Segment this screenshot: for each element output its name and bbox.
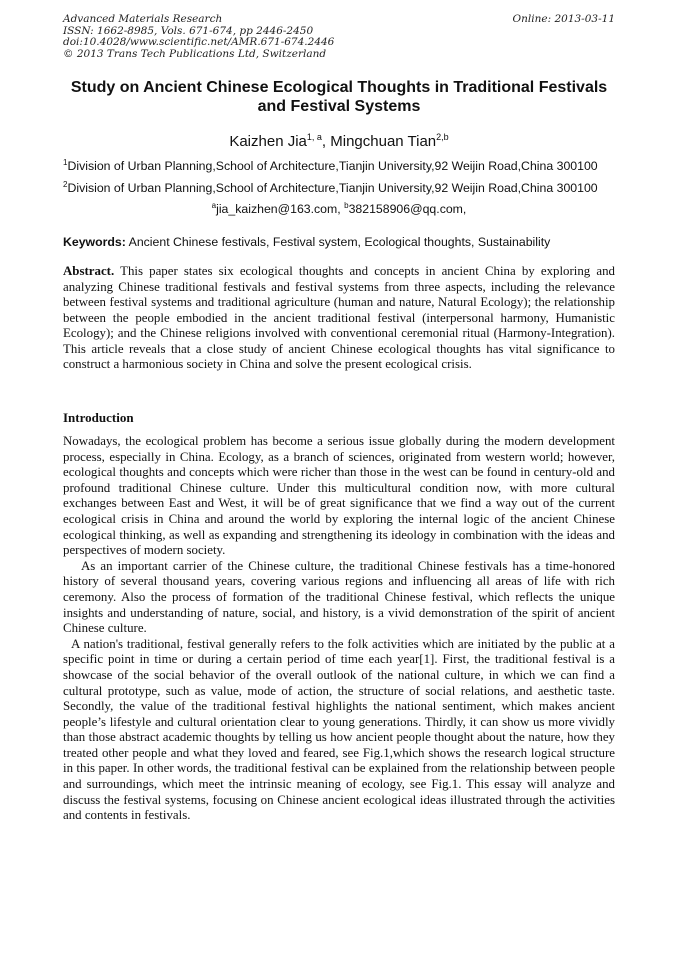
issn-line: ISSN: 1662-8985, Vols. 671-674, pp 2446-2450 bbox=[63, 24, 314, 37]
abstract-section bbox=[63, 264, 615, 373]
affiliation-marker: 1 bbox=[63, 158, 68, 167]
paragraph: As an important carrier of the Chinese culture, the traditional Chinese festivals has a time-honored history of several thousand years, covering various regions and influencing all areas of life with rich ceremony. Also the process of formation of the traditional Chinese festival, which reflects the unique insights and understanding of nature, social, and history, is a vivid demonstration of the spirit of ancient Chinese culture. bbox=[63, 558, 615, 636]
email-b[interactable]: 382158906@qq.com, bbox=[348, 202, 467, 217]
email-a[interactable]: jia_kaizhen@163.com, bbox=[216, 202, 345, 217]
author-superscript: 1, a bbox=[306, 132, 322, 142]
affiliation-text: Division of Urban Planning,School of Architecture,Tianjin University,92 Weijin Road,China 300100 bbox=[67, 181, 598, 196]
abstract-text: This paper states six ecological thoughts and concepts in ancient China by exploring and analyzing Chinese traditional festivals and festival systems from three aspects, including the relevance between festival systems and traditional agriculture (human and nature, Natural Ecology); the relationship between the people embodied in the ancient traditional festival (interpersonal harmony, Humanistic Ecology); and the Chinese religions involved with conventional ceremonial ritual (Harmony-Integration). This article reveals that a close study of ancient Chinese ecological thoughts has vital significance to construct a harmonious society in China and solve the present ecological crisis. bbox=[63, 264, 615, 371]
author-line bbox=[63, 128, 615, 151]
journal-name: Advanced Materials Research bbox=[63, 13, 223, 25]
journal-header bbox=[63, 14, 615, 60]
affiliation-1 bbox=[63, 156, 615, 173]
email-marker: a bbox=[211, 201, 217, 210]
affiliation-2 bbox=[63, 178, 615, 195]
author-separator: , bbox=[321, 133, 331, 150]
keywords-label: Keywords: bbox=[63, 235, 126, 249]
affiliation-marker: 2 bbox=[63, 180, 68, 189]
author-name: Kaizhen Jia bbox=[229, 133, 307, 150]
paragraph: Nowadays, the ecological problem has become a serious issue globally during the modern development process, especially in China. Ecology, as a branch of sciences, originated from western world; however, ecological thoughts and concepts which were richer than those in the west can be found in century-old and profound traditional Chinese culture. Under this multicultural condition now, with more cultural exchanges between East and West, it will be of great significance that we find a way out of the current ecological crisis in China and around the world by exploring the internal logic of the ancient Chinese ecological thinking, as well as expanding and strengthening its ideology in combination with the ideas and perspectives of modern society. bbox=[63, 434, 615, 558]
email-line bbox=[63, 199, 615, 216]
online-date: Online: 2013-03-11 bbox=[512, 13, 615, 25]
keywords-text: Ancient Chinese festivals, Festival system, Ecological thoughts, Sustainability bbox=[125, 235, 551, 249]
author-superscript: 2,b bbox=[436, 132, 449, 142]
affiliation-text: Division of Urban Planning,School of Architecture,Tianjin University,92 Weijin Road,China 300100 bbox=[67, 159, 598, 174]
section-heading: Introduction bbox=[63, 410, 134, 425]
abstract-label: Abstract. bbox=[63, 264, 115, 278]
keywords-section bbox=[63, 235, 615, 249]
paragraph: A nation's traditional, festival generally refers to the folk activities which are initiated by the public at a specific point in time or during a certain period of time each year[1]. First, the traditional festival is a showcase of the social behavior of the overall outlook of the national culture, in which we can find a cultural prototype, such as value, mode of action, the structure of social relations, and aesthetic taste. Secondly, the value of the traditional festival highlights the national sentiment, which makes ancient people’s lifestyle and cultural orientation clear to young generations. Thirdly, it can show us more vividly than those abstract academic thoughts by telling us how ancient people thought about the nature, how they treated other people and what they loved and feared, see Fig.1,which shows the research logical structure in this paper. In other words, the traditional festival can be explained from the relationship between people and surroundings, which meet the intrinsic meaning of ecology, see Fig.1. This essay will analyze and discuss the festival systems, focusing on Chinese ancient ecological ideas illustrated through the activities and contents in festivals. bbox=[63, 636, 615, 823]
email-marker: b bbox=[344, 201, 349, 210]
author-name: Mingchuan Tian bbox=[330, 133, 437, 150]
copyright-line: © 2013 Trans Tech Publications Ltd, Switzerland bbox=[63, 47, 327, 60]
doi-line[interactable]: doi:10.4028/www.scientific.net/AMR.671-674.2446 bbox=[63, 36, 335, 48]
paper-title: Study on Ancient Chinese Ecological Thoughts in Traditional Festivals and Festival Systems bbox=[70, 79, 608, 115]
introduction-body bbox=[63, 434, 615, 824]
